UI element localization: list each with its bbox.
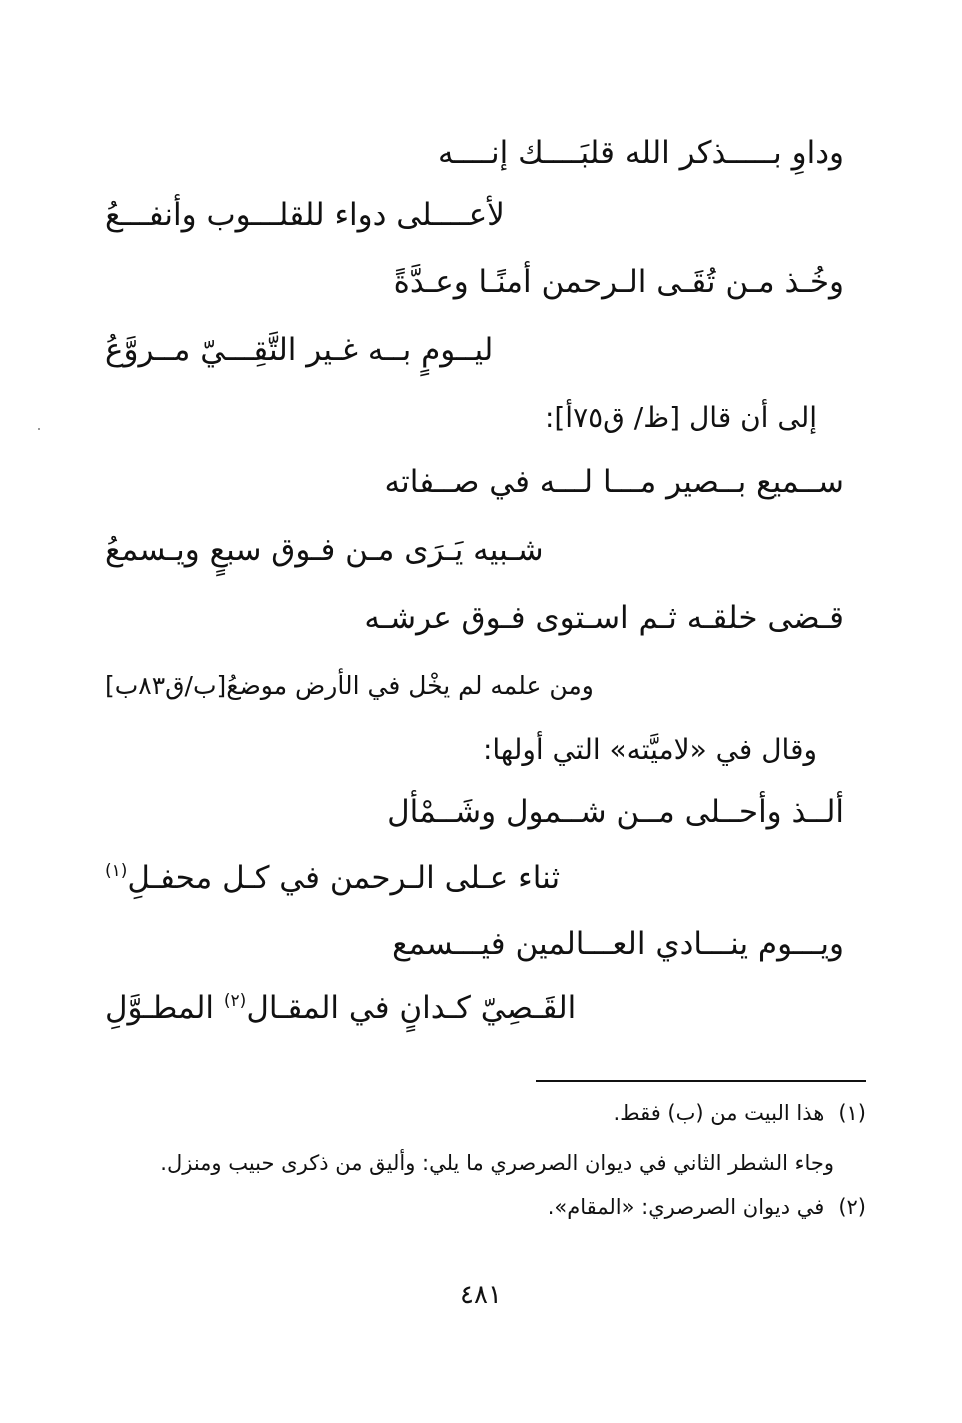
verse-line-9: ألــذ وأحــلى مــن شــمول وشَــمْأل — [387, 794, 844, 830]
footnote-number: (١) — [838, 1101, 866, 1125]
margin-dot — [38, 428, 40, 430]
prose-transition-1: إلى أن قال [ظ/ ق٧٥أ]: — [544, 401, 817, 434]
footnote-ref-2[interactable]: (٢) — [223, 991, 247, 1011]
verse-line-3: وخُـذ مـن تُقَـى الـرحمن أمنًـا وعـدَّةً — [393, 264, 844, 300]
footnote-text: وجاء الشطر الثاني في ديوان الصرصري ما يلي: وأليق من ذكرى حبيب ومنزل. — [160, 1151, 834, 1175]
page-number: ٤٨١ — [460, 1280, 502, 1310]
verse-text-end: المطـوَّلِ — [105, 990, 224, 1026]
verse-line-10 — [105, 858, 560, 898]
verse-line-1: وداوِ بـــــذكر الله قلبَــــك إنــــه — [438, 135, 844, 171]
verse-line-7: قـضى خلقـه ثـم اسـتوى فـوق عرشـه — [364, 600, 844, 636]
verse-line-5: ســميع بــصير مـــا لـــه في صــفاته — [384, 464, 844, 500]
footnote-separator — [536, 1080, 866, 1082]
verse-line-8: ومن علمه لم يخْل في الأرض موضعُ[ب/ق٨٣ب] — [105, 671, 594, 700]
verse-line-4: ليــومٍ بــه غـير التَّقِـــيّ مــروَّعُ — [105, 332, 494, 368]
verse-line-11: ويـــوم ينـــادي العـــالمين فيـــسمع — [392, 926, 844, 962]
footnote-2 — [548, 1192, 866, 1222]
footnote-text: في ديوان الصرصري: «المقام». — [547, 1195, 825, 1219]
verse-line-2: لأعــــلى دواء للقلـــوب وأنفـــعُ — [105, 197, 505, 233]
footnote-ref-1[interactable]: (١) — [105, 861, 128, 881]
prose-transition-2: وقال في «لاميَّته» التي أولها: — [482, 733, 817, 766]
footnote-number: (٢) — [838, 1195, 866, 1219]
footnote-text: هذا البيت من (ب) فقط. — [613, 1101, 825, 1125]
footnote-1 — [613, 1098, 866, 1128]
verse-text-start: القَـصِيّ كـدانٍ في المقـال — [246, 990, 577, 1026]
verse-line-12 — [105, 988, 576, 1028]
verse-text: ثناء عـلى الـرحمن في كـل محفـلِ — [127, 860, 561, 896]
verse-line-6: شـبيه يَـرَى مـن فـوق سبعٍ ويـسمعُ — [105, 532, 544, 568]
footnote-1-continuation — [160, 1148, 834, 1178]
